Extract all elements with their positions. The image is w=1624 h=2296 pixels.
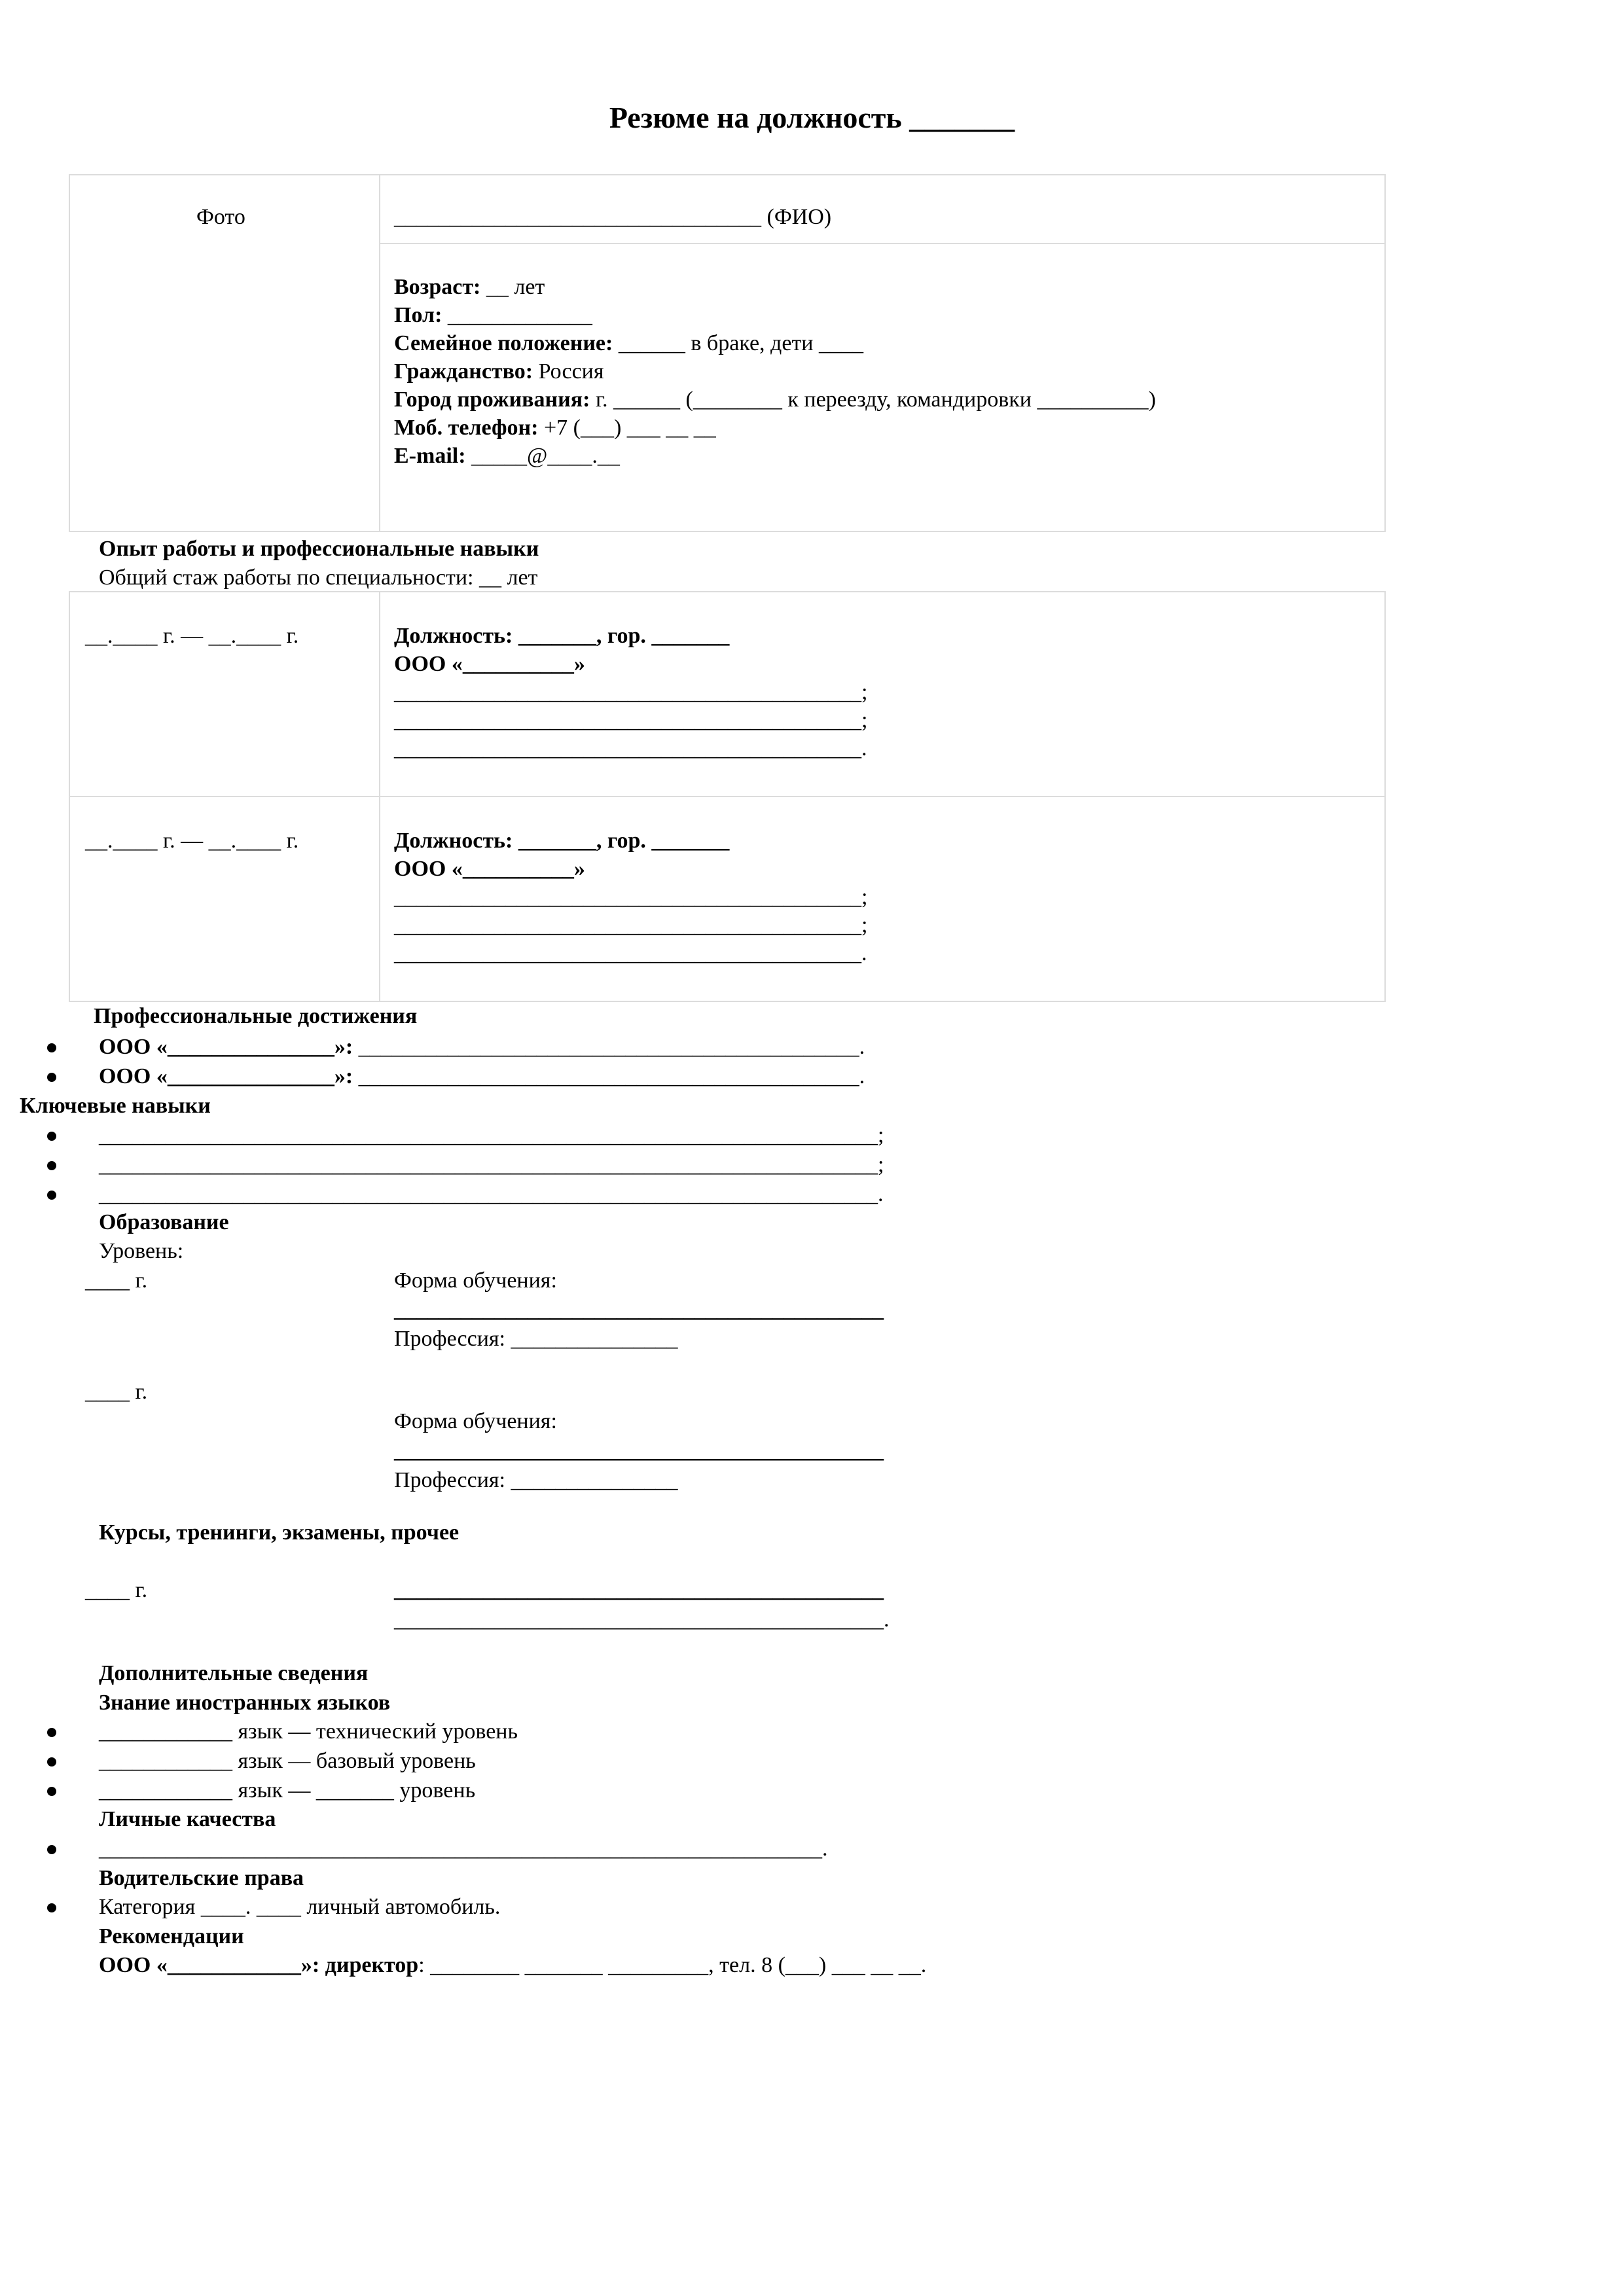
language-item: ____________ язык — базовый уровень — [99, 1749, 476, 1773]
info-value: г. ______ (________ к переезду, командировки __________) — [590, 387, 1156, 412]
info-label: Моб. телефон: — [394, 416, 539, 440]
achievements-heading: Профессиональные достижения — [94, 1004, 418, 1028]
additional-heading: Дополнительные сведения — [99, 1661, 369, 1685]
language-item: ____________ язык — технический уровень — [99, 1719, 518, 1744]
page-title: Резюме на должность _______ — [609, 101, 1015, 134]
reference-contact: : ________ _______ _________, тел. 8 (___) ___ __ __. — [418, 1953, 927, 1977]
reference-company: ООО «____________»: директор — [99, 1953, 419, 1977]
education-form: Форма обучения: — [394, 1409, 557, 1433]
job-position: Должность: _______, гор. _______ — [394, 829, 730, 853]
photo-placeholder: Фото — [196, 205, 245, 229]
job-details — [394, 622, 867, 762]
language-item: ____________ язык — _______ уровень — [99, 1778, 476, 1803]
personal-qualities-item: _________________________________________________________________. — [99, 1837, 828, 1861]
education-line: ____________________________________________ — [394, 1439, 884, 1463]
info-label: E-mail: — [394, 444, 466, 468]
bullet — [47, 1757, 56, 1767]
courses-heading: Курсы, тренинги, экзамены, прочее — [99, 1520, 460, 1545]
courses-year: ____ г. — [85, 1578, 148, 1602]
languages-heading: Знание иностранных языков — [99, 1691, 391, 1715]
info-value: _____________ — [442, 303, 592, 327]
license-heading: Водительские права — [99, 1866, 304, 1890]
education-line: ____________________________________________ — [394, 1298, 884, 1322]
info-label: Семейное положение: — [394, 331, 613, 355]
info-phone — [394, 414, 1156, 442]
job-position: Должность: _______, гор. _______ — [394, 624, 730, 648]
job-period: __.____ г. — __.____ г. — [85, 624, 299, 648]
courses-line: ____________________________________________. — [394, 1607, 890, 1632]
info-gender — [394, 301, 1156, 329]
info-label: Гражданство: — [394, 359, 533, 384]
info-value: __ лет — [480, 275, 545, 299]
job-duty: __________________________________________; — [394, 680, 868, 704]
skill-item: ______________________________________________________________________; — [99, 1123, 884, 1147]
full-name-field: _________________________________ (ФИО) — [394, 205, 832, 229]
job-duty: __________________________________________; — [394, 708, 868, 732]
info-label: Город проживания: — [394, 387, 590, 412]
job-company: ООО «__________» — [394, 652, 585, 676]
info-label: Возраст: — [394, 275, 481, 299]
bullet — [47, 1728, 56, 1737]
info-marital-status — [394, 329, 1156, 357]
courses-line: ____________________________________________ — [394, 1578, 884, 1602]
info-value: ______ в браке, дети ____ — [613, 331, 863, 355]
reference-item — [99, 1951, 926, 1979]
info-label: Пол: — [394, 303, 442, 327]
job-duty: __________________________________________. — [394, 736, 867, 761]
info-value: Россия — [533, 359, 604, 384]
achievement-text: _____________________________________________. — [353, 1064, 865, 1088]
bullet — [47, 1787, 56, 1796]
job-company: ООО «__________» — [394, 857, 585, 881]
education-year: ____ г. — [85, 1268, 148, 1293]
achievement-item — [99, 1033, 865, 1061]
bullet — [47, 1161, 56, 1170]
achievement-company: ООО «_______________»: — [99, 1035, 353, 1059]
education-year: ____ г. — [85, 1380, 148, 1404]
education-heading: Образование — [99, 1210, 229, 1234]
job-duty: __________________________________________. — [394, 941, 867, 965]
experience-total: Общий стаж работы по специальности: __ лет — [99, 565, 538, 590]
job-duty: __________________________________________; — [394, 885, 868, 909]
job-details — [394, 827, 867, 967]
references-heading: Рекомендации — [99, 1924, 244, 1948]
achievement-company: ООО «_______________»: — [99, 1064, 353, 1088]
license-item: Категория ____. ____ личный автомобиль. — [99, 1895, 501, 1919]
skill-item: ______________________________________________________________________; — [99, 1153, 884, 1177]
info-value: _____@____.__ — [465, 444, 620, 468]
bullet — [47, 1073, 56, 1082]
education-profession: Профессия: _______________ — [394, 1327, 678, 1351]
education-form: Форма обучения: — [394, 1268, 557, 1293]
table-divider — [379, 243, 1386, 244]
info-email — [394, 442, 1156, 470]
bullet — [47, 1191, 56, 1200]
job-duty: __________________________________________; — [394, 913, 868, 937]
personal-qualities-heading: Личные качества — [99, 1807, 276, 1831]
bullet — [47, 1043, 56, 1052]
experience-heading: Опыт работы и профессиональные навыки — [99, 537, 539, 561]
table-divider — [69, 796, 1386, 797]
bullet — [47, 1903, 56, 1912]
bullet — [47, 1845, 56, 1854]
personal-info-block — [394, 273, 1156, 470]
skill-item: ______________________________________________________________________. — [99, 1182, 884, 1206]
achievement-item — [99, 1062, 865, 1090]
education-profession: Профессия: _______________ — [394, 1468, 678, 1492]
info-city — [394, 386, 1156, 414]
info-value: +7 (___) ___ __ __ — [538, 416, 716, 440]
job-period: __.____ г. — __.____ г. — [85, 829, 299, 853]
education-level: Уровень: — [99, 1239, 184, 1263]
info-age — [394, 273, 1156, 301]
achievement-text: _____________________________________________. — [353, 1035, 865, 1059]
bullet — [47, 1132, 56, 1141]
skills-heading: Ключевые навыки — [20, 1094, 211, 1118]
table-divider — [379, 174, 380, 532]
info-citizenship — [394, 357, 1156, 386]
